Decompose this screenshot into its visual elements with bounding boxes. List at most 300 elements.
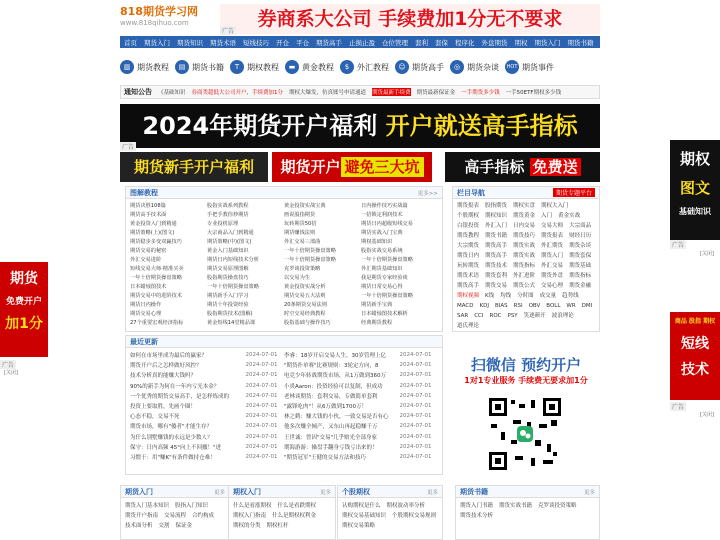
column-nav-link[interactable]: 趋势线 bbox=[562, 293, 579, 299]
news-title[interactable]: 期货开户后之怎样做好风控？ bbox=[130, 363, 202, 370]
nav-item[interactable]: 期货术语 bbox=[210, 38, 236, 47]
right-ad2-line1: 商品 股指 期权 bbox=[674, 318, 716, 325]
news-date: 2024-07-01 bbox=[399, 372, 432, 379]
column-nav-link[interactable]: 期货入门 bbox=[541, 253, 564, 259]
column-nav-link[interactable]: 财经日历 bbox=[569, 233, 592, 239]
column-nav-link[interactable]: 期货高手 bbox=[485, 253, 508, 259]
news-row bbox=[130, 421, 438, 431]
tutorial-link[interactable]: 外汇交易进阶 bbox=[130, 257, 162, 263]
column-nav-link[interactable]: 大宗商品 bbox=[569, 223, 592, 229]
nav-item[interactable]: 开仓 bbox=[276, 38, 289, 47]
bottom-more[interactable]: 更多 bbox=[426, 489, 438, 496]
news-date: 2024-07-01 bbox=[245, 362, 278, 369]
notice-item[interactable]: 一手期货多少钱 bbox=[461, 90, 500, 96]
option-icon: T bbox=[230, 60, 244, 74]
bottom-link[interactable]: 期权交易基础知识 bbox=[342, 513, 387, 519]
tutorial-link[interactable]: 一年十倍期货操盘策略 bbox=[130, 275, 182, 281]
column-nav-link[interactable]: 期权实盘 bbox=[513, 203, 536, 209]
news-title[interactable]: 为什么别墅赚钱的永远是少数人？ bbox=[130, 434, 213, 441]
column-nav-link[interactable]: 期货杂谈 bbox=[569, 243, 592, 249]
cat-forex[interactable] bbox=[340, 60, 389, 74]
banner-avoid[interactable] bbox=[272, 152, 432, 182]
nav-item[interactable]: 外盘期货 bbox=[481, 38, 508, 47]
tutorial-link[interactable]: 期权基础知识 bbox=[361, 239, 393, 245]
bottom-link[interactable]: 期权杠杆 bbox=[266, 523, 289, 529]
bottom-link[interactable]: 认购期权是什么 bbox=[342, 503, 381, 509]
column-nav-link[interactable]: PSY bbox=[507, 313, 518, 319]
nav-item[interactable]: 期货知识 bbox=[177, 38, 203, 47]
news-row bbox=[130, 350, 438, 360]
banner-avoid-b: 避免三大坑 bbox=[341, 157, 424, 177]
cat-label: 期货高手 bbox=[412, 62, 444, 72]
column-nav-link[interactable]: 期货报表 bbox=[457, 203, 480, 209]
column-nav-link[interactable]: ROC bbox=[489, 313, 502, 319]
column-nav-link[interactable]: 期货基础 bbox=[569, 263, 592, 269]
notice-bar bbox=[120, 85, 600, 99]
tutorial-link[interactable]: 一年十倍期货操盘策略 bbox=[284, 257, 336, 263]
news-row bbox=[130, 401, 438, 411]
tutorial-link[interactable]: 黄金投资实战分析 bbox=[284, 284, 326, 290]
right-float-ad-bottom[interactable] bbox=[670, 312, 720, 400]
bottom-link[interactable]: 什么是期权权利金 bbox=[272, 513, 317, 519]
cat-futures-tutorial[interactable] bbox=[120, 60, 169, 74]
cat-label: 期权教程 bbox=[247, 62, 279, 72]
column-nav-link[interactable]: K线 bbox=[485, 293, 495, 299]
column-nav-link[interactable]: 期货实战 bbox=[513, 243, 536, 249]
cat-gold[interactable] bbox=[285, 60, 334, 74]
tutorial-link[interactable]: 期货赚钱法则 bbox=[284, 230, 316, 236]
tutorial-link[interactable]: 黄金投资实战宝典 bbox=[284, 203, 326, 209]
tutorial-link[interactable]: 日本蜡烛图技术 bbox=[130, 284, 167, 290]
column-nav-link[interactable]: 期货实战 bbox=[513, 253, 536, 259]
bottom-link[interactable]: 期货实战书籍 bbox=[499, 503, 533, 509]
notice-item[interactable]: 一手50ETF期权多少钱 bbox=[505, 90, 562, 96]
top-banner-ad[interactable] bbox=[220, 4, 600, 34]
tutorial-link[interactable]: 时空交易经典教程 bbox=[284, 311, 326, 317]
column-nav-link[interactable]: 期货报表 bbox=[541, 233, 564, 239]
column-nav-link[interactable]: 波浪理论 bbox=[551, 313, 574, 319]
column-nav-link[interactable]: 期权知识 bbox=[485, 213, 508, 219]
tutorial-link[interactable]: 期货决胜108篇 bbox=[130, 203, 166, 209]
nav-item[interactable]: 程序化 bbox=[455, 38, 475, 47]
bottom-panel-0 bbox=[120, 485, 230, 540]
column-nav-title: 栏目导航 bbox=[457, 188, 485, 197]
tutorial-link[interactable]: 一招锁定利润技术 bbox=[361, 212, 403, 218]
tutorial-link[interactable]: 外汇期货基础知识 bbox=[361, 266, 403, 272]
column-nav-link[interactable]: 成交量 bbox=[539, 293, 557, 299]
tutorial-link[interactable]: 画说股指期货 bbox=[284, 212, 316, 218]
cat-label: 期货书籍 bbox=[192, 62, 224, 72]
cat-books[interactable] bbox=[175, 60, 224, 74]
notice-item[interactable]: 期货最新手续费 bbox=[372, 90, 411, 96]
news-title[interactable]: 期海游游：操盘手翻身亏钱亏出来的！ bbox=[284, 444, 378, 451]
tutorial-link[interactable]: 股指实战交易系统 bbox=[361, 248, 403, 254]
column-nav-link[interactable]: 入门 bbox=[541, 213, 553, 219]
category-bar bbox=[120, 54, 600, 80]
bottom-panel-3 bbox=[455, 485, 600, 540]
column-nav-links bbox=[453, 199, 599, 334]
latest-list bbox=[126, 348, 442, 464]
column-nav-link[interactable]: 期权视频 bbox=[457, 293, 480, 299]
tutorial-link[interactable]: 日内操作技巧实战篇 bbox=[361, 203, 408, 209]
column-nav-link[interactable]: 股指期货 bbox=[485, 203, 508, 209]
news-title[interactable]: 李睿：18岁开启交易人生，30岁管理上亿 bbox=[284, 353, 386, 360]
tutorials-panel bbox=[125, 186, 443, 332]
bottom-panel-2 bbox=[337, 485, 443, 540]
column-nav-link[interactable]: 期货黄金 bbox=[513, 213, 536, 219]
column-nav-link[interactable]: WR bbox=[566, 303, 576, 309]
bottom-panel-1 bbox=[228, 485, 336, 540]
main-nav bbox=[120, 36, 614, 48]
bottom-title: 期货书籍 bbox=[460, 487, 488, 496]
tutorial-link[interactable]: 日本蜡烛图技术解析 bbox=[361, 311, 408, 317]
tutorial-link[interactable]: 外汇交易三部曲 bbox=[284, 239, 321, 245]
bottom-link[interactable]: 克罗谈投资策略 bbox=[538, 503, 577, 509]
cat-experts[interactable] bbox=[395, 60, 444, 74]
latest-panel bbox=[125, 335, 443, 475]
column-nav-link[interactable]: MACD bbox=[457, 303, 474, 309]
column-nav-link[interactable]: 外汇进阶 bbox=[513, 273, 536, 279]
column-nav-link[interactable]: BOLL bbox=[546, 303, 561, 309]
news-date: 2024-07-01 bbox=[245, 433, 278, 440]
banner-indicator[interactable] bbox=[445, 152, 600, 182]
news-title[interactable]: 老林谈期货：套利交易，专做简单套利 bbox=[284, 393, 378, 400]
news-date: 2024-07-01 bbox=[245, 443, 278, 450]
column-nav-link[interactable]: 期货指标 bbox=[513, 263, 536, 269]
bottom-more[interactable]: 更多 bbox=[319, 489, 331, 496]
tutorial-link[interactable]: 期货日内短线技术分析 bbox=[207, 257, 259, 263]
column-nav-link[interactable]: 期货公式 bbox=[513, 283, 536, 289]
tutorial-link[interactable]: 期货实战入门宝典 bbox=[361, 230, 403, 236]
column-nav-link[interactable]: 期权大入门 bbox=[541, 203, 569, 209]
news-title[interactable]: 期货市场，哪有"傻者"才能生存？ bbox=[130, 424, 213, 431]
notice-item[interactable]: 券商类超低大公司开户，手续费加1分 bbox=[191, 90, 284, 96]
news-title[interactable]: 电竞少年转战期货市场，从1万做到360万 bbox=[284, 373, 386, 380]
tutorial-link[interactable]: 期货十年投资经验 bbox=[207, 302, 249, 308]
nav-item[interactable]: 短线技巧 bbox=[243, 38, 269, 47]
news-date: 2024-07-01 bbox=[399, 352, 432, 359]
column-nav-link[interactable]: 期货教程 bbox=[457, 233, 480, 239]
top-ad-tag: 广告 bbox=[222, 28, 235, 35]
column-nav-link[interactable]: 期货指标 bbox=[569, 273, 592, 279]
right-ad2-line3: 技术 bbox=[681, 362, 709, 378]
banner-ind-a: 高手指标 bbox=[464, 158, 525, 176]
notice-item[interactable]: 《基础知识 bbox=[158, 90, 186, 96]
nav-item[interactable]: 期货入门 bbox=[534, 38, 561, 47]
tutorial-link[interactable]: 一年十倍期货操盘策略 bbox=[361, 257, 413, 263]
tutorial-link[interactable]: 以交易为生 bbox=[284, 275, 310, 281]
news-title[interactable]: 林之鹤：赚大钱的小伙，一致交易是否有心 bbox=[284, 414, 389, 421]
bottom-link[interactable]: 个股期权交易规则 bbox=[392, 513, 437, 519]
column-nav-panel bbox=[452, 186, 600, 332]
right-ad2-close[interactable]: [关闭] bbox=[700, 412, 714, 418]
column-nav-link[interactable]: 分时图 bbox=[517, 293, 534, 299]
column-nav-link[interactable]: 黄金实战 bbox=[558, 213, 581, 219]
tutorials-more[interactable]: 更多>> bbox=[417, 190, 438, 197]
news-row bbox=[130, 411, 438, 421]
right-ad1-close[interactable]: [关闭] bbox=[700, 251, 714, 257]
nav-item[interactable]: 期货入门 bbox=[144, 38, 170, 47]
news-title[interactable]: 心态不稳，交易不死 bbox=[130, 414, 180, 421]
cat-label: 外汇教程 bbox=[357, 62, 389, 72]
nav-item[interactable]: 期货高手 bbox=[316, 38, 342, 47]
latest-title: 最近更新 bbox=[130, 337, 158, 346]
bottom-link[interactable]: 股指入门知识 bbox=[175, 503, 209, 509]
column-nav-link[interactable]: 外汇期货 bbox=[541, 243, 564, 249]
column-nav-link[interactable]: DMI bbox=[581, 303, 593, 309]
bottom-title: 期货入门 bbox=[125, 487, 153, 496]
tutorial-link[interactable]: 期货交易五大法则 bbox=[284, 293, 326, 299]
expert-icon: ☺ bbox=[395, 60, 409, 74]
news-row bbox=[130, 452, 438, 462]
column-nav-link[interactable]: 期货交易 bbox=[485, 283, 508, 289]
news-date: 2024-07-01 bbox=[245, 352, 278, 359]
news-title[interactable]: 如何在市场里成为最后的赢家？ bbox=[130, 353, 208, 360]
column-nav-link[interactable]: 期货套保 bbox=[569, 253, 592, 259]
tutorial-link[interactable]: 期货新手宝典 bbox=[361, 302, 393, 308]
column-nav-link[interactable]: RSI bbox=[513, 303, 523, 309]
right-ad1-line1: 期权 bbox=[679, 150, 710, 168]
tutorial-link[interactable]: 期货交易原理图解 bbox=[207, 266, 249, 272]
bottom-more[interactable]: 更多 bbox=[583, 489, 595, 496]
bottom-link[interactable]: 合约构成 bbox=[192, 513, 215, 519]
bottom-link[interactable]: 期货开户指南 bbox=[125, 513, 159, 519]
cat-label: 期货事件 bbox=[522, 62, 554, 72]
hot-icon: HOT bbox=[505, 60, 519, 74]
tutorial-link[interactable]: 短线交易大师·精准买卖 bbox=[130, 266, 184, 272]
bottom-link[interactable]: 期权波动率分析 bbox=[386, 503, 426, 509]
news-date: 2024-07-01 bbox=[399, 433, 432, 440]
bottom-title: 期权入门 bbox=[233, 487, 261, 496]
column-nav-link[interactable]: 外汇入门 bbox=[485, 223, 508, 229]
news-title[interactable]: 技术分析真的能赚大钱吗？ bbox=[130, 373, 197, 380]
tutorial-link[interactable]: 手把手教你炒期货 bbox=[207, 212, 249, 218]
column-nav-link[interactable]: 日内交易 bbox=[513, 223, 536, 229]
tutorial-link[interactable]: 期货交易的秘密 bbox=[130, 248, 167, 254]
right-ad2-tag: 广告 bbox=[672, 404, 685, 411]
news-date: 2024-07-01 bbox=[399, 362, 432, 369]
news-row bbox=[130, 370, 438, 380]
left-ad-line1: 期货 bbox=[10, 271, 38, 287]
tutorial-link[interactable]: 期货稳步多变双赢技巧 bbox=[130, 239, 182, 245]
cat-label: 期货杂谈 bbox=[467, 62, 499, 72]
news-date: 2024-07-01 bbox=[399, 382, 432, 389]
left-ad-line2: 免费开户 bbox=[5, 297, 42, 307]
news-date: 2024-07-01 bbox=[399, 403, 432, 410]
column-nav-link[interactable]: 均线 bbox=[500, 293, 512, 299]
tutorials-title: 图解教程 bbox=[130, 188, 158, 197]
column-nav-link[interactable]: 个股期权 bbox=[457, 213, 480, 219]
nav-item[interactable]: 止损止盈 bbox=[349, 38, 375, 47]
bottom-link[interactable]: 交易流程 bbox=[164, 513, 187, 519]
logo-title: 818期货学习网 bbox=[120, 5, 198, 18]
news-title[interactable]: 他多次赚全倾产，又东山再起稳赚千万 bbox=[284, 424, 378, 431]
right-ad2-line2: 短线 bbox=[681, 336, 709, 352]
column-nav-link[interactable]: 外汇交易 bbox=[541, 263, 564, 269]
topic-platform-tag[interactable]: 期货专题平台 bbox=[553, 188, 595, 197]
banner-newbie[interactable] bbox=[120, 152, 268, 182]
nav-item[interactable]: 仓位管理 bbox=[382, 38, 408, 47]
wechat-promo[interactable] bbox=[452, 354, 600, 394]
nav-item[interactable]: 期货书籍 bbox=[567, 38, 594, 47]
bottom-link[interactable]: 什么是看涨期权 bbox=[233, 503, 272, 509]
bottom-link[interactable]: 期权入门指南 bbox=[233, 513, 267, 519]
left-float-ad[interactable] bbox=[0, 262, 48, 357]
tutorial-link[interactable]: 期货日常交易心得 bbox=[361, 284, 403, 290]
tutorial-link[interactable]: 经典期货教程 bbox=[361, 320, 393, 326]
news-date: 2024-07-01 bbox=[399, 443, 432, 450]
bottom-link[interactable]: 期权的分类 bbox=[233, 523, 261, 529]
bottom-link[interactable]: 什么是看跌期权 bbox=[277, 503, 317, 509]
bottom-link[interactable]: 技术面分析 bbox=[125, 523, 153, 529]
tutorial-link[interactable]: 期货日内超级短线交易 bbox=[361, 221, 413, 227]
bottom-link[interactable]: 期货技术分析 bbox=[460, 513, 494, 519]
column-nav-link[interactable]: CCI bbox=[474, 313, 484, 319]
column-nav-link[interactable]: 大宗期货 bbox=[457, 243, 480, 249]
column-nav-link[interactable]: 期货高手 bbox=[485, 243, 508, 249]
bottom-link[interactable]: 交割 bbox=[158, 523, 170, 529]
news-title[interactable]: 习惯于：用"赚K"有条件做持仓难！ bbox=[130, 454, 216, 461]
tutorial-link[interactable]: 27个重要宏观经济指标 bbox=[130, 320, 184, 326]
bottom-link[interactable]: 保证金 bbox=[175, 523, 193, 529]
column-nav-link[interactable]: 玩转期货 bbox=[457, 263, 480, 269]
news-title[interactable]: 一个优秀的期货交易高手，是怎样炼成的 bbox=[130, 393, 230, 400]
column-nav-link[interactable]: 期货技术 bbox=[485, 263, 508, 269]
tutorial-link[interactable]: 期货策略(上)(图文) bbox=[130, 230, 175, 236]
news-date: 2024-07-01 bbox=[245, 423, 278, 430]
news-title[interactable]: "露锋吃肉"！从6万做到1700万！ bbox=[284, 404, 368, 411]
news-date: 2024-07-01 bbox=[245, 413, 278, 420]
news-title[interactable]: 小炎Aaron：投资经验可以复制，但成功 bbox=[284, 383, 383, 390]
news-date: 2024-07-01 bbox=[245, 372, 278, 379]
notice-label: 通知公告 bbox=[124, 88, 152, 96]
banner-main-text-b: 开户就送高手指标 bbox=[385, 112, 578, 140]
column-nav-link[interactable]: OBV bbox=[528, 303, 541, 309]
column-nav-link[interactable]: 交易大师 bbox=[541, 223, 564, 229]
bottom-link[interactable]: 期货入门基本知识 bbox=[125, 503, 170, 509]
forex-icon: $ bbox=[340, 60, 354, 74]
nav-item[interactable]: 首页 bbox=[124, 38, 137, 47]
tutorial-link[interactable]: 克罗谈投资策略 bbox=[284, 266, 321, 272]
banner-newbie-text: 期货新手开户福利 bbox=[133, 158, 254, 176]
tutorial-link[interactable]: 股指期货操盘技巧 bbox=[207, 275, 249, 281]
cat-options[interactable] bbox=[230, 60, 279, 74]
news-title[interactable]: 保守：日内高频 45°向上不回撤！"进 bbox=[130, 444, 222, 451]
column-nav-link[interactable]: 白银投资 bbox=[457, 223, 480, 229]
cat-events[interactable] bbox=[505, 60, 554, 74]
tutorial-link[interactable]: 专业投机原理 bbox=[207, 221, 239, 227]
bottom-title: 个股期权 bbox=[342, 487, 370, 496]
news-row bbox=[130, 442, 438, 452]
qr-code bbox=[487, 396, 563, 472]
gold-icon: ▬ bbox=[285, 60, 299, 74]
left-ad-line3: 加1分 bbox=[5, 316, 43, 332]
right-float-ad-top[interactable] bbox=[670, 140, 720, 240]
column-nav-link[interactable]: 期货日内 bbox=[457, 253, 480, 259]
news-row bbox=[130, 391, 438, 401]
news-title[interactable]: "期货扑单赛"比赛规则：3轮定方向，8 bbox=[284, 363, 379, 370]
column-nav-link[interactable]: 笑逐颜开 bbox=[523, 313, 546, 319]
bottom-link[interactable]: 期权交易策略 bbox=[342, 523, 376, 529]
banner-main[interactable] bbox=[120, 104, 600, 148]
tutorial-link[interactable]: 一年十倍期货操盘策略 bbox=[207, 284, 259, 290]
column-nav-link[interactable]: 期货术语 bbox=[457, 273, 480, 279]
tutorial-link[interactable]: 黄金短线14堂精品课 bbox=[207, 320, 256, 326]
tutorial-link[interactable]: 股指期货技术(图解) bbox=[207, 311, 253, 317]
site-logo[interactable] bbox=[120, 5, 220, 33]
tutorial-link[interactable]: 期货交易中的进阶技术 bbox=[130, 293, 182, 299]
tutorial-link[interactable]: 20条期货交易法则 bbox=[284, 302, 327, 308]
tutorial-link[interactable]: 期货策略(中)(图文) bbox=[207, 239, 252, 245]
tutorial-link[interactable]: 大宗商品入门到精通 bbox=[207, 230, 254, 236]
nav-item[interactable]: 套保 bbox=[435, 38, 448, 47]
news-title[interactable]: 王世诚：曾因"交易"几乎赔光全部身家 bbox=[284, 434, 378, 441]
news-date: 2024-07-01 bbox=[245, 392, 278, 399]
bottom-more[interactable]: 更多 bbox=[213, 489, 225, 496]
nav-item[interactable]: 套利 bbox=[415, 38, 428, 47]
banner-ad-tag: 广告 bbox=[122, 144, 135, 151]
column-nav-link[interactable]: 道氏理论 bbox=[457, 323, 480, 329]
column-nav-link[interactable]: 期货技巧 bbox=[513, 233, 536, 239]
tutorials-grid bbox=[126, 199, 442, 329]
right-ad1-tag: 广告 bbox=[672, 242, 685, 249]
bottom-link[interactable]: 期货入门书籍 bbox=[460, 503, 494, 509]
nav-item[interactable]: 软件 bbox=[600, 38, 614, 47]
notice-item[interactable]: 期权大爆发，仿真账号申请通道 bbox=[289, 90, 367, 96]
logo-url: www.818qihuo.com bbox=[120, 19, 189, 27]
cat-misc[interactable] bbox=[450, 60, 499, 74]
tutorial-link[interactable]: 股指基础与操作技巧 bbox=[284, 320, 331, 326]
column-nav-link[interactable]: 交易心理 bbox=[541, 283, 564, 289]
news-date: 2024-07-01 bbox=[399, 453, 432, 460]
tutorial-link[interactable]: 期货高手技术面 bbox=[130, 212, 167, 218]
tutorial-link[interactable]: 期货日内操作 bbox=[130, 302, 162, 308]
left-ad-tag: 广告 bbox=[2, 362, 15, 369]
column-nav-link[interactable]: BIAS bbox=[494, 303, 508, 309]
column-nav-link[interactable]: 期货外盘 bbox=[541, 273, 564, 279]
column-nav-link[interactable]: KDJ bbox=[479, 303, 489, 309]
cat-label: 黄金教程 bbox=[302, 62, 334, 72]
column-nav-link[interactable]: 期货书籍 bbox=[485, 233, 508, 239]
tutorial-link[interactable]: 一年十倍期货操盘策略 bbox=[284, 248, 336, 254]
tutorial-link[interactable]: 我是期货专家经验谈 bbox=[361, 275, 408, 281]
top-ad-text: 券商系大公司 手续费加1分无不要求 bbox=[257, 8, 563, 30]
news-title[interactable]: 投资上要取胜，先画个圈！ bbox=[130, 404, 197, 411]
chart-icon: ▥ bbox=[120, 60, 134, 74]
nav-item[interactable]: 平仓 bbox=[296, 38, 309, 47]
tutorial-link[interactable]: 黄金投资入门到精通 bbox=[130, 221, 177, 227]
column-nav-link[interactable]: 期货套利 bbox=[485, 273, 508, 279]
nav-item[interactable]: 期权 bbox=[514, 38, 528, 47]
tutorial-link[interactable]: 玩转期货50招 bbox=[284, 221, 317, 227]
column-nav-link[interactable]: 期货高手 bbox=[457, 283, 480, 289]
column-nav-link[interactable]: SAR bbox=[457, 313, 469, 319]
banner-ind-b: 免费送 bbox=[530, 158, 581, 176]
news-row bbox=[130, 432, 438, 442]
notice-item[interactable]: 期货最新保证金 bbox=[416, 90, 456, 96]
column-nav-link[interactable]: 期货金融 bbox=[569, 283, 592, 289]
tutorial-link[interactable]: 一年十倍期货操盘策略 bbox=[361, 293, 413, 299]
left-ad-close[interactable]: [关闭] bbox=[4, 370, 18, 376]
news-title[interactable]: 90%的新手为何在一年内亏光本金？ bbox=[130, 383, 220, 390]
news-row bbox=[130, 381, 438, 391]
tutorial-link[interactable]: 期货交易心理 bbox=[130, 311, 162, 317]
tutorial-link[interactable]: 期货新手入门学习 bbox=[207, 293, 249, 299]
tutorial-link[interactable]: 黄金入门基础知识 bbox=[207, 248, 249, 254]
news-title[interactable]: "期货冠军"王健的交易方法和技巧 bbox=[284, 454, 367, 461]
banner-main-text-a: 2024年期货开户福利 bbox=[142, 112, 378, 140]
tutorial-link[interactable]: 股指实战系列教程 bbox=[207, 203, 249, 209]
